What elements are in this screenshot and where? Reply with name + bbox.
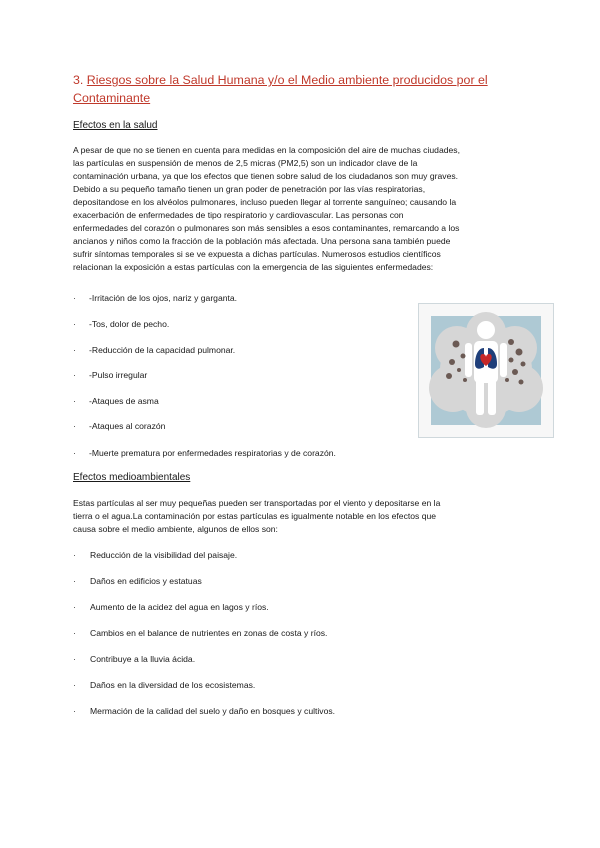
list-item-text: Mermación de la calidad del suelo y daño en bosques y cultivos.	[90, 706, 336, 716]
paragraph-line: tierra o el agua.La contaminación por estas partículas es igualmente notable en los efectos que	[73, 511, 437, 521]
person-pollution-icon	[419, 304, 553, 437]
paragraph-line: las partículas en suspensión de menos de 2,5 micras (PM2,5) son un indicador clave de la	[73, 158, 418, 168]
bullet: ·	[73, 370, 76, 380]
list-item-text: -Tos, dolor de pecho.	[89, 319, 170, 329]
bullet: ·	[73, 396, 76, 406]
health-paragraph	[73, 144, 533, 274]
list-item-text: Contribuye a la lluvia ácida.	[90, 654, 196, 664]
list-item-text: Daños en edificios y estatuas	[90, 576, 202, 586]
list-item-text: -Muerte prematura por enfermedades respiratorias y de corazón.	[89, 448, 336, 458]
health-subheading: Efectos en la salud	[73, 120, 158, 131]
paragraph-line: Estas partículas al ser muy pequeñas pueden ser transportadas por el viento y depositarse en la	[73, 498, 441, 508]
paragraph-line: A pesar de que no se tienen en cuenta para medidas en la composición del aire de muchas ciudades,	[73, 145, 460, 155]
list-item-text: -Ataques de asma	[89, 396, 159, 406]
list-item-text: Aumento de la acidez del agua en lagos y ríos.	[90, 602, 269, 612]
pollution-health-illustration	[418, 303, 554, 438]
section-number: 3.	[73, 73, 84, 87]
paragraph-line: sufrir síntomas temporales si se ve expuesta a dichas partículas. Numerosos estudios científicos	[73, 249, 441, 259]
bullet: ·	[73, 576, 76, 586]
paragraph-line: relacionan la exposición a estas partículas con la emergencia de las siguientes enfermedades:	[73, 262, 434, 272]
paragraph-line: ancianos y niños como la fracción de la población más afectada. Una persona sana también puede	[73, 236, 451, 246]
bullet: ·	[73, 602, 76, 612]
list-item-text: -Irritación de los ojos, nariz y garganta.	[89, 293, 238, 303]
paragraph-line: exacerbación de enfermedades de tipo respiratorio y cardiovascular. Las personas con	[73, 210, 404, 220]
list-item-text: -Pulso irregular	[89, 370, 148, 380]
section-title: Riesgos sobre la Salud Humana y/o el Medio ambiente producidos por el Contaminante	[73, 73, 488, 105]
bullet: ·	[73, 628, 76, 638]
paragraph-line: depositandose en los alvéolos pulmonares, incluso pueden llegar al torrente sanguíneo; causando la	[73, 197, 457, 207]
bullet: ·	[73, 319, 76, 329]
list-item-text: Cambios en el balance de nutrientes en zonas de costa y ríos.	[90, 628, 328, 638]
environment-subheading: Efectos medioambientales	[73, 472, 191, 483]
list-item-text: -Reducción de la capacidad pulmonar.	[89, 345, 236, 355]
bullet: ·	[73, 448, 76, 458]
bullet: ·	[73, 293, 76, 303]
bullet: ·	[73, 345, 76, 355]
paragraph-line: causa sobre el medio ambiente, algunos de ellos son:	[73, 524, 278, 534]
list-item-text: -Ataques al corazón	[89, 421, 166, 431]
list-item-text: Daños en la diversidad de los ecosistemas.	[90, 680, 256, 690]
environment-paragraph	[73, 497, 533, 536]
paragraph-line: Debido a su pequeño tamaño tienen un gran poder de penetración por las vías respiratorias,	[73, 184, 426, 194]
bullet: ·	[73, 706, 76, 716]
paragraph-line: contaminación urbana, ya que los efectos que tienen sobre salud de los ciudadanos son muy graves.	[73, 171, 459, 181]
paragraph-line: enfermedades del corazón o pulmonares son más sensibles a esos contaminantes, remarcando a los	[73, 223, 460, 233]
bullet: ·	[73, 550, 76, 560]
bullet: ·	[73, 421, 76, 431]
list-item-text: Reducción de la visibilidad del paisaje.	[90, 550, 238, 560]
bullet: ·	[73, 680, 76, 690]
section-heading	[73, 71, 513, 107]
bullet: ·	[73, 654, 76, 664]
